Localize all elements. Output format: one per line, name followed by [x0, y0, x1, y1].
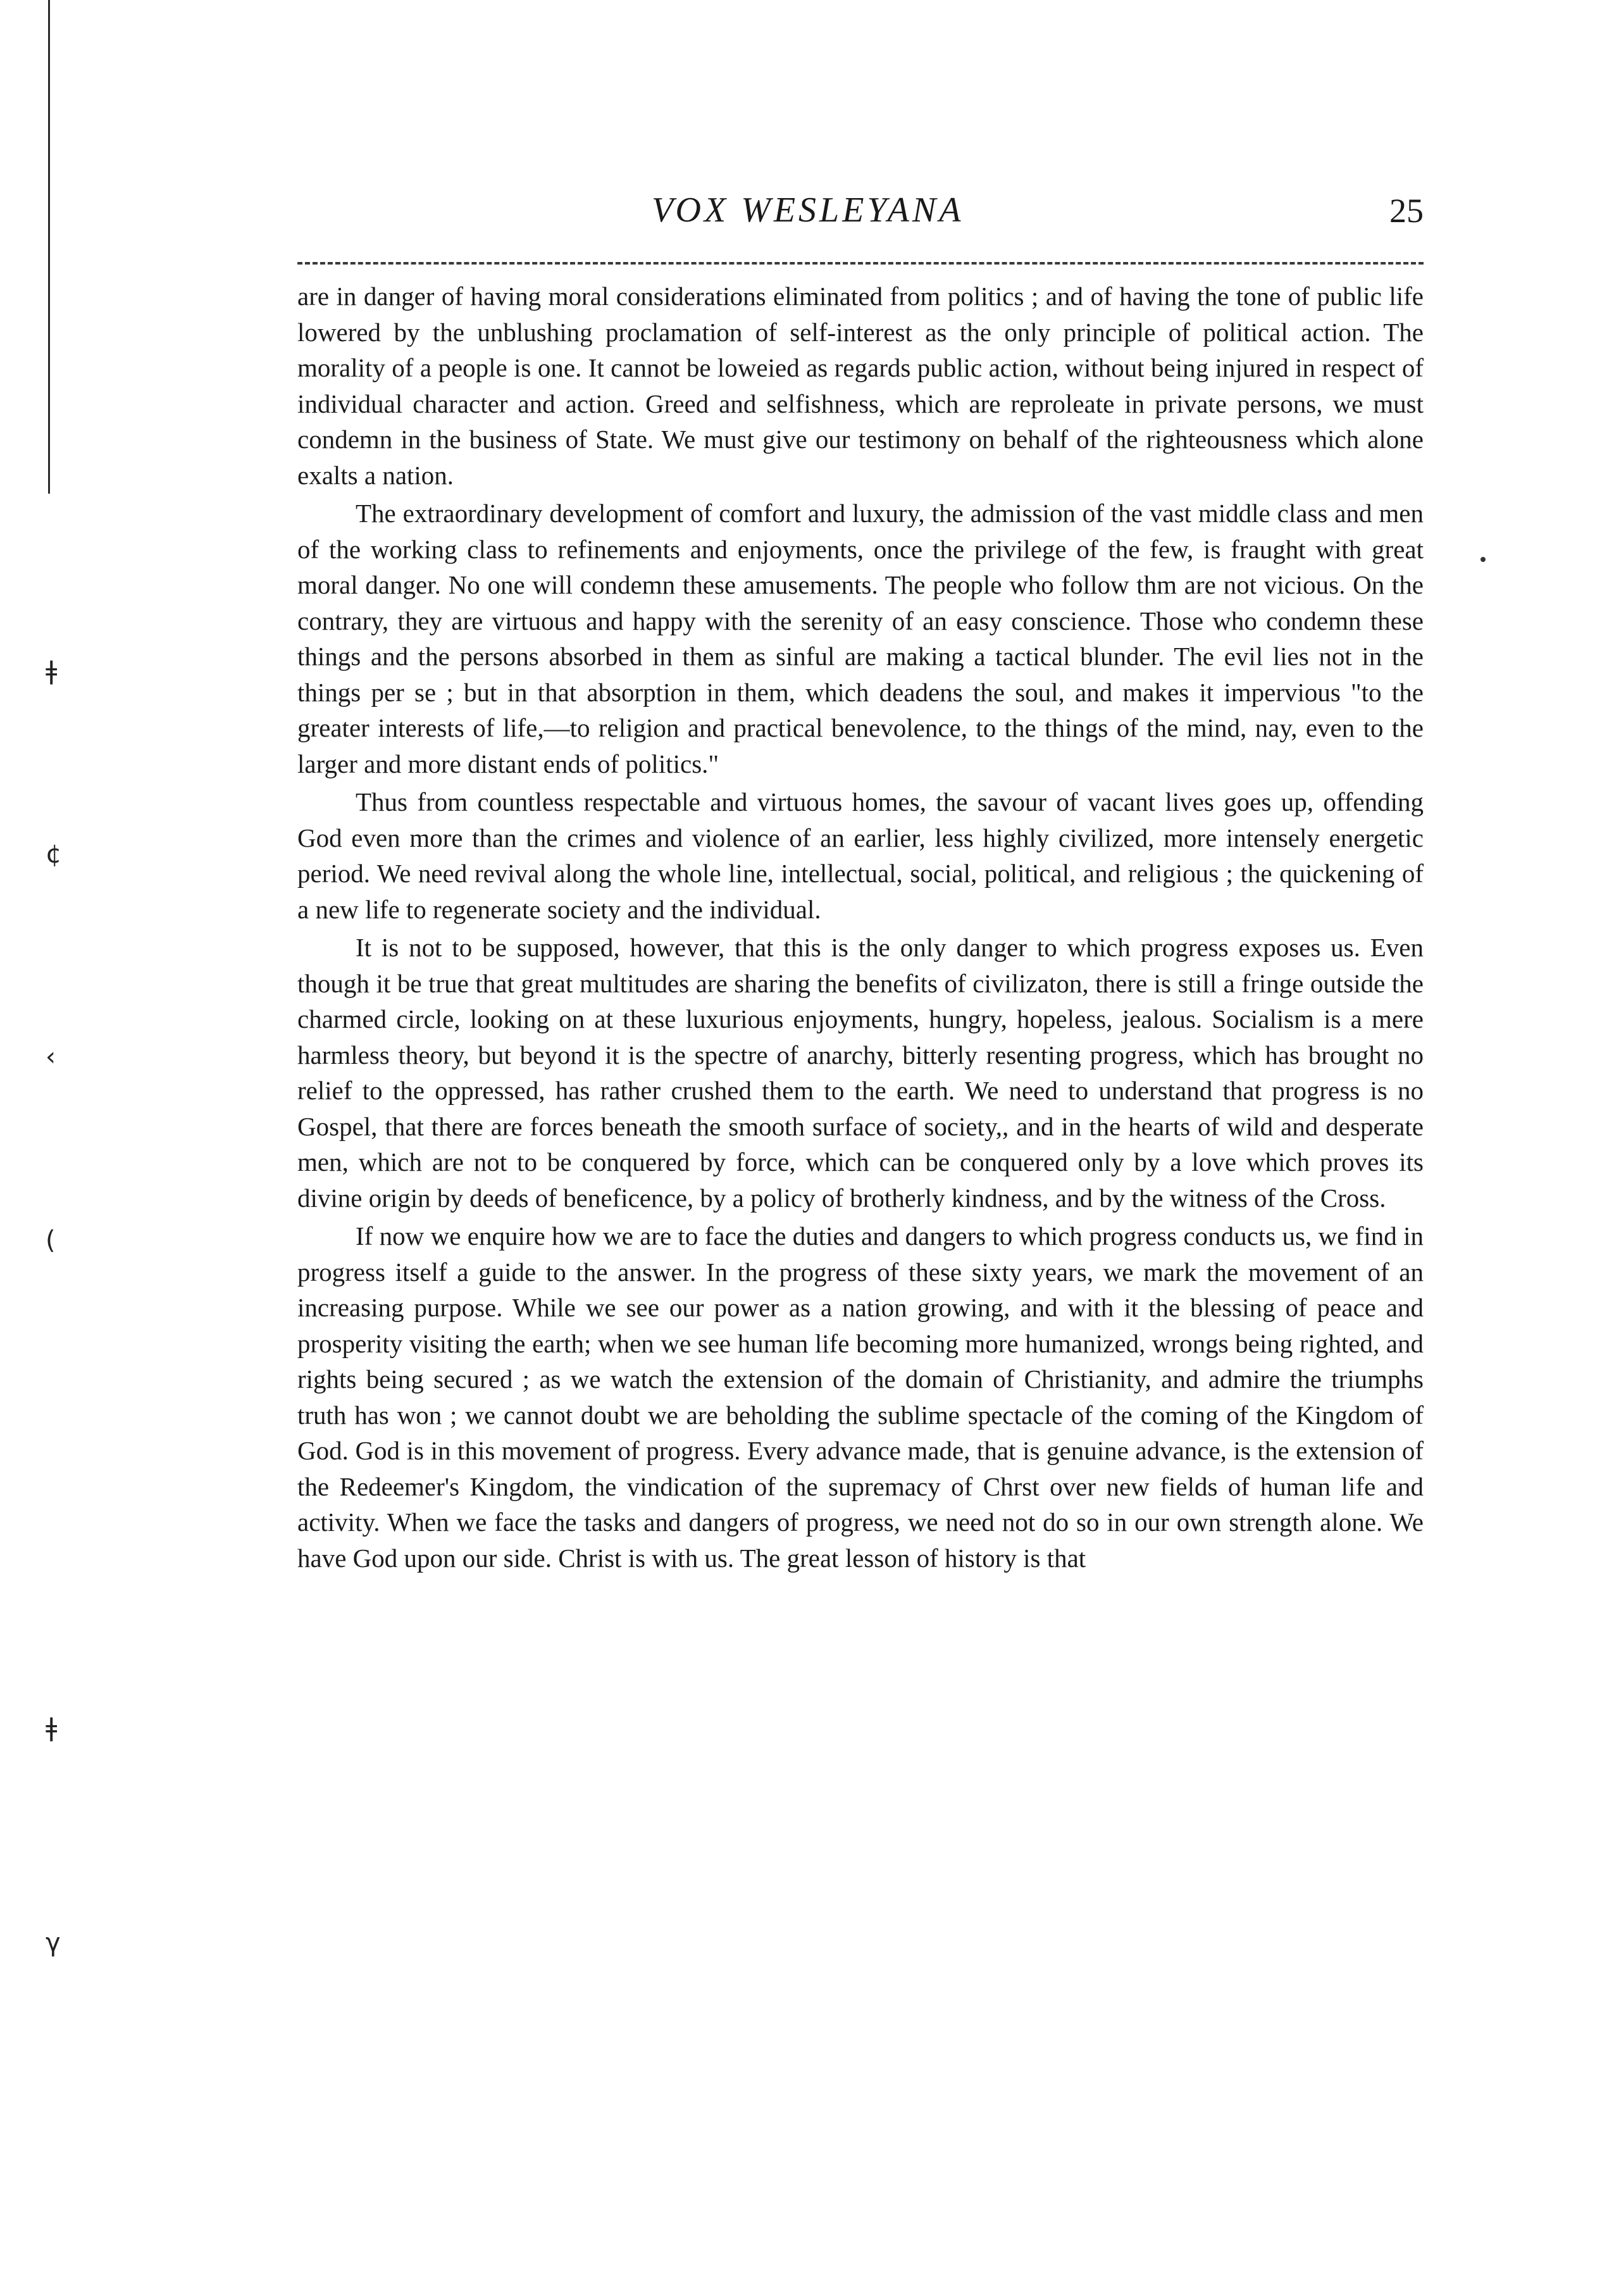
- margin-mark: ǂ: [46, 1713, 58, 1742]
- stray-dot: [1481, 557, 1486, 562]
- running-head: [297, 190, 1424, 253]
- paragraph: It is not to be supposed, however, that this is the only danger to which progress exposes us. Even though it be true that great multitudes are sharing the benefits of civilizaton, there is still a fringe outside the charmed circle, looking on at these luxurious enjoyments, hungry, hopeless, jealous. Socialism is a mere harmless theory, but beyond it is the spectre of anarchy, bitterly resenting progress, which has brought no relief to the oppressed, has rather crushed them to the earth. We need to understand that progress is no Gospel, that there are forces beneath the smooth surface of society,, and in the hearts of wild and desperate men, which are not to be conquered by force, which can be conquered only by a love which proves its divine origin by deeds of beneficence, by a policy of brotherly kindness, and by the witness of the Cross.: [297, 933, 1424, 1213]
- page-number: 25: [1389, 192, 1424, 230]
- header-rule: [297, 262, 1424, 265]
- paragraph: are in danger of having moral considerations eliminated from politics ; and of having the tone of public life lowered by the unblushing proclamation of self-interest as the only principle of political action. The morality of a people is one. It cannot be loweied as regards public action, without being injured in respect of individual character and action. Greed and selfishness, which are reproleate in private persons, we must condemn in the business of State. We must give our testimony on behalf of the righteousness which alone exalts a nation.: [297, 282, 1424, 490]
- scan-edge-line: [48, 0, 50, 494]
- margin-mark: ‹: [46, 1042, 56, 1071]
- margin-mark: (: [46, 1226, 56, 1255]
- paragraph: The extraordinary development of comfort and luxury, the admission of the vast middle class and men of the working class to refinements and enjoyments, once the privilege of the few, is fraught with great moral danger. No one will condemn these amusements. The people who follow thm are not vicious. On the contrary, they are virtuous and happy with the serenity of an easy conscience. Those who condemn these things and the persons absorbed in them as sinful are making a tactical blunder. The evil lies not in the things per se ; but in that absorption in them, which deadens the soul, and makes it impervious "to the greater interests of life,—to religion and practical benevolence, to the things of the mind, nay, even to the larger and more distant ends of politics.": [297, 499, 1424, 778]
- paragraph: Thus from countless respectable and virtuous homes, the savour of vacant lives goes up, offending God even more than the crimes and violence of an earlier, less highly civilized, more intensely energetic period. We need revival along the whole line, intellectual, social, political, and religious ; the quickening of a new life to regenerate society and the individual.: [297, 787, 1424, 924]
- paragraph: If now we enquire how we are to face the duties and dangers to which progress conducts us, we find in progress itself a guide to the answer. In the progress of these sixty years, we mark the movement of an increasing purpose. While we see our power as a nation growing, and with it the blessing of peace and prosperity visiting the earth; when we see human life becoming more humanized, wrongs being righted, and rights being secured ; as we watch the extension of the domain of Christianity, and admire the triumphs truth has won ; we cannot doubt we are beholding the sublime spectacle of the coming of the Kingdom of God. God is in this movement of progress. Every advance made, that is genuine advance, is the extension of the Redeemer's Kingdom, the vindication of the supremacy of Chrst over new fields of human life and activity. When we face the tasks and dangers of progress, we need not do so in our own strength alone. We have God upon our side. Christ is with us. The great lesson of history is that: [297, 1221, 1424, 1573]
- body-text: [297, 278, 1424, 1576]
- margin-mark: ¢: [46, 840, 62, 869]
- margin-mark: γ: [46, 1928, 61, 1957]
- running-title: VOX WESLEYANA: [652, 190, 964, 230]
- margin-mark: ǂ: [46, 656, 58, 685]
